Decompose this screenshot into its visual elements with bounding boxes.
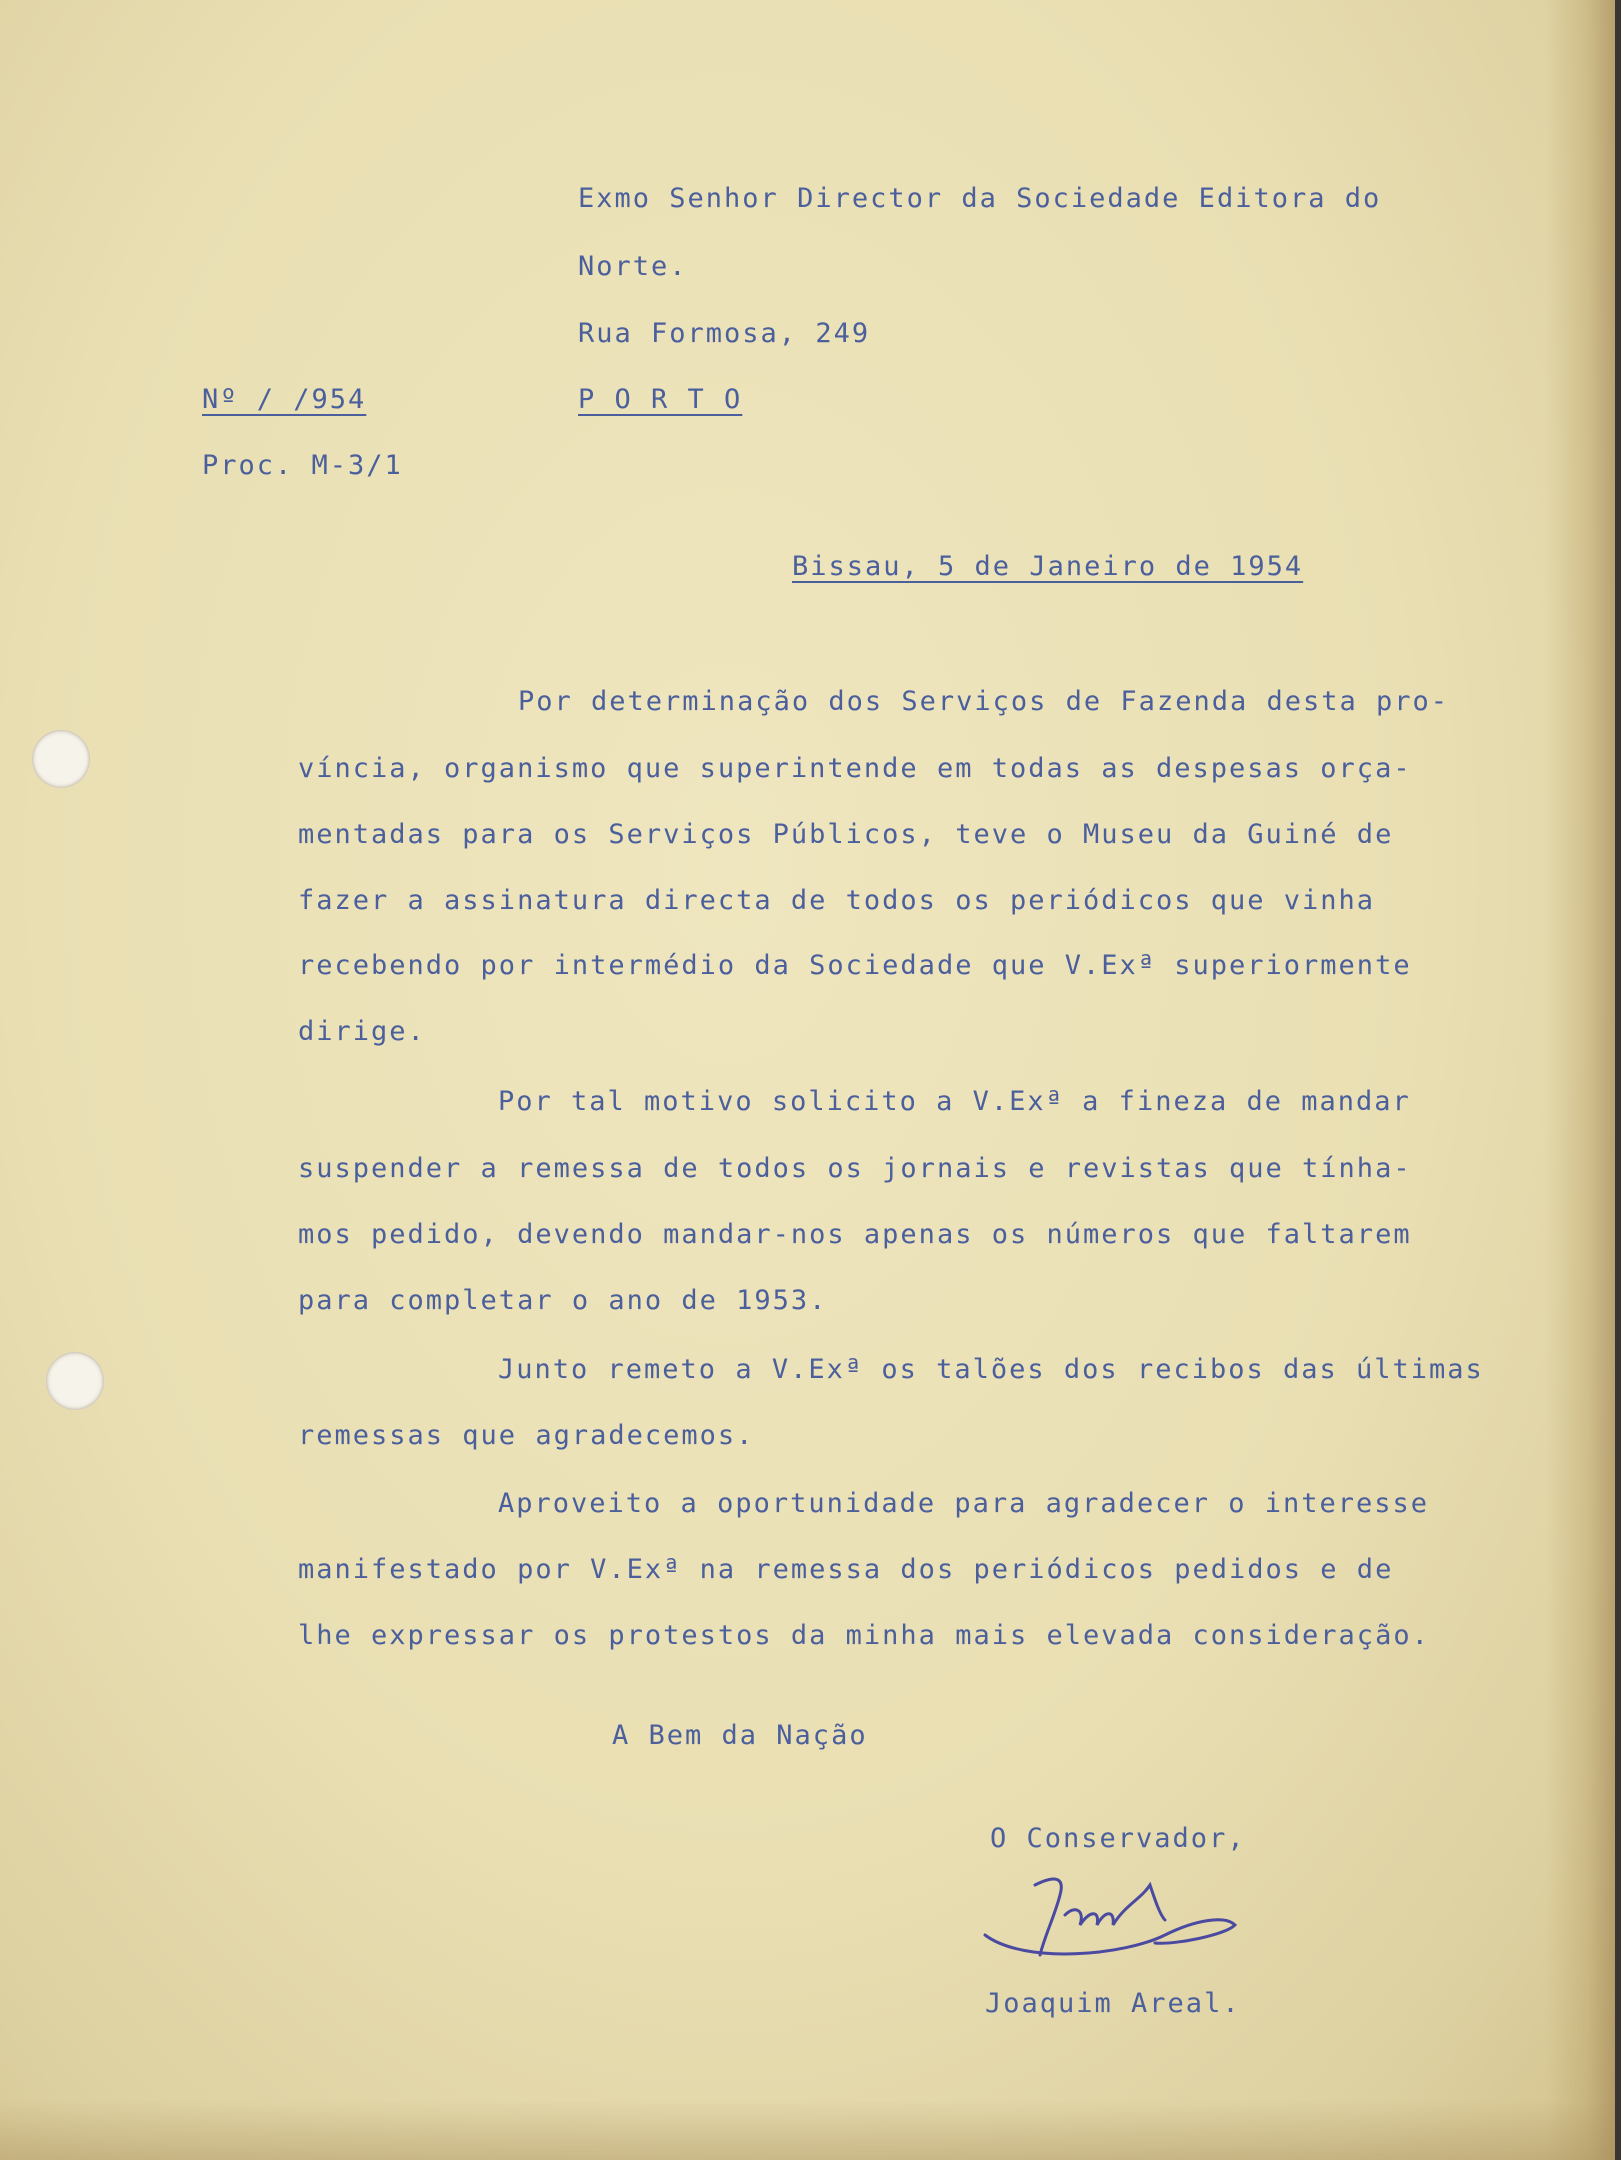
recipient-line-1: Exmo Senhor Director da Sociedade Editora do [578, 183, 1382, 214]
paragraph-2-line-1: Por tal motivo solicito a V.Exª a fineza de mandar [498, 1086, 1411, 1117]
signer-name: Joaquim Areal. [985, 1988, 1241, 2019]
recipient-city: P O R T O [578, 384, 743, 415]
handwritten-signature [965, 1855, 1255, 1975]
paragraph-2-line-2: suspender a remessa de todos os jornais e revistas que tínha- [298, 1153, 1412, 1184]
paragraph-4-line-2: manifestado por V.Exª na remessa dos periódicos pedidos e de [298, 1554, 1394, 1585]
paragraph-1-line-5: recebendo por intermédio da Sociedade que V.Exª superiormente [298, 950, 1412, 981]
paragraph-1-line-1: Por determinação dos Serviços de Fazenda desta pro- [518, 686, 1450, 717]
punch-hole-top [32, 730, 90, 788]
punch-hole-bottom [46, 1352, 104, 1410]
date-line: Bissau, 5 de Janeiro de 1954 [792, 551, 1304, 582]
paragraph-3-line-2: remessas que agradecemos. [298, 1420, 755, 1451]
paragraph-2-line-3: mos pedido, devendo mandar-nos apenas os números que faltarem [298, 1219, 1412, 1250]
recipient-line-2: Norte. [578, 251, 688, 282]
paragraph-1-line-6: dirige. [298, 1016, 426, 1047]
paragraph-4-line-3: lhe expressar os protestos da minha mais elevada consideração. [298, 1620, 1430, 1651]
paragraph-1-line-4: fazer a assinatura directa de todos os periódicos que vinha [298, 885, 1376, 916]
reference-number: Nº / /954 [202, 384, 367, 415]
recipient-address: Rua Formosa, 249 [578, 318, 871, 349]
bottom-stain [0, 2100, 1615, 2160]
edge-stain [1545, 0, 1615, 2160]
paragraph-1-line-3: mentadas para os Serviços Públicos, teve o Museu da Guiné de [298, 819, 1394, 850]
closing-formula: A Bem da Nação [612, 1720, 868, 1751]
paragraph-3-line-1: Junto remeto a V.Exª os talões dos recibos das últimas [498, 1354, 1484, 1385]
signer-title: O Conservador, [990, 1823, 1246, 1854]
paragraph-1-line-2: víncia, organismo que superintende em todas as despesas orça- [298, 753, 1412, 784]
paragraph-2-line-4: para completar o ano de 1953. [298, 1285, 828, 1316]
paragraph-4-line-1: Aproveito a oportunidade para agradecer o interesse [498, 1488, 1430, 1519]
process-reference: Proc. M-3/1 [202, 450, 403, 481]
